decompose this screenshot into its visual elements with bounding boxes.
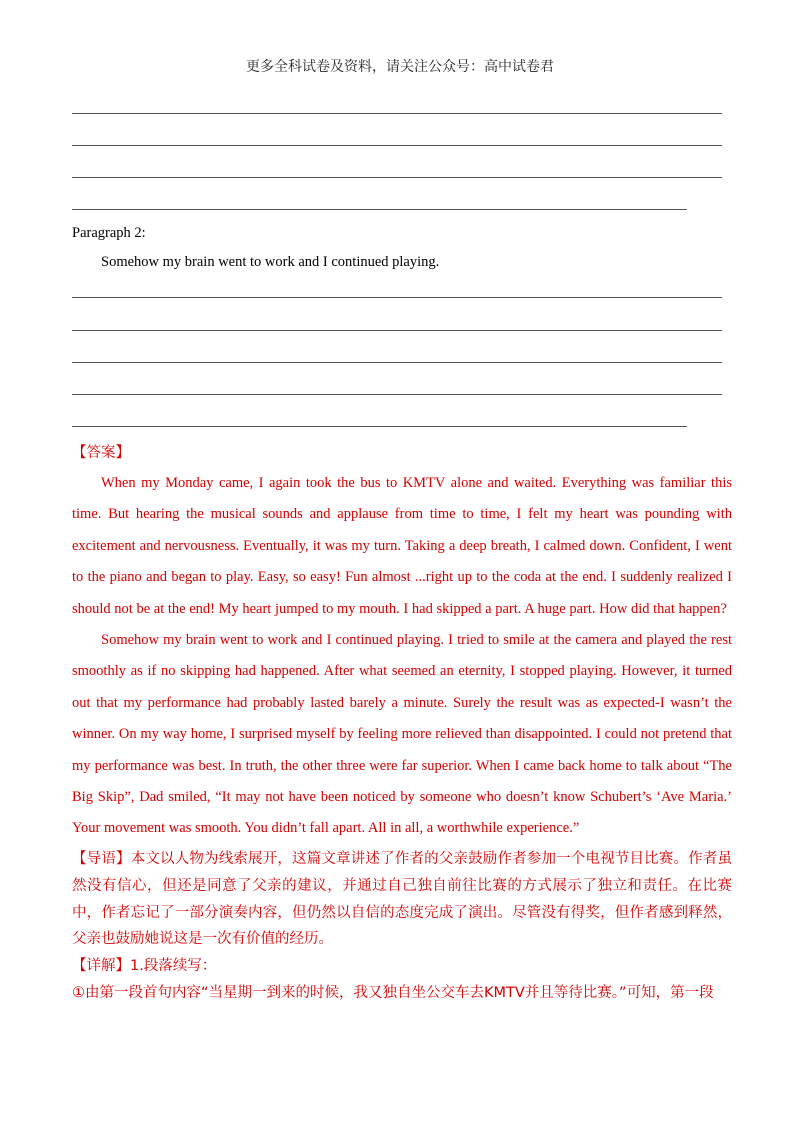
writing-line (72, 394, 722, 395)
detail-subheading: 1.段落续写： (130, 958, 217, 975)
guide-heading: 【导语】 (72, 851, 131, 867)
answer-paragraph-1: When my Monday came, I again took the bus to KMTV alone and waited. Everything was familiar this time. But hearing the musical sounds and applause from time to time, I felt my heart was pounding with excitement and nervousness. Eventually, it was my turn. Taking a deep breath, I calmed down. Confident, I went to the piano and began to play. Easy, so easy! Fun almost ...right up to the coda at the end. I suddenly realized I should not be at the end! My heart jumped to my mouth. I had skipped a part. A huge part. How did that happen? (72, 475, 732, 617)
paragraph2-label: Paragraph 2: (72, 225, 146, 241)
guide-paragraph (72, 846, 732, 953)
detail-heading: 【详解】 (72, 958, 130, 975)
writing-line (72, 209, 687, 210)
answer-heading: 【答案】 (72, 445, 130, 461)
answer-paragraph-2: Somehow my brain went to work and I continued playing. I tried to smile at the camera and played the rest smoothly as if no skipping had happened. After what seemed an eternity, I stopped playing. However, it turned out that my performance had probably lasted barely a minute. Surely the result was as expected-I wasn’t the winner. On my way home, I surprised myself by feeling more relieved than disappointed. I could not pretend that my performance was best. In truth, the other three were far superior. When I came back home to talk about “The Big Skip”, Dad smiled, “It may not have been noticed by someone who doesn’t know Schubert’s ‘Ave Maria.’ Your movement was smooth. You didn’t fall apart. All in all, a worthwhile experience.” (72, 632, 732, 837)
guide-text: 本文以人物为线索展开，这篇文章讲述了作者的父亲鼓励作者参加一个电视节目比赛。作者虽然没有信心，但还是同意了父亲的建议，并通过自己独自前往比赛的方式展示了独立和责任。在比赛中，作者忘记了一部分演奏内容，但仍然以自信的态度完成了演出。尽管没有得奖，但作者感到释然，父亲也鼓励她说这是一次有价值的经历。 (72, 851, 733, 948)
page-header: 更多全科试卷及资料，请关注公众号：高中试卷君 (246, 60, 554, 75)
explanation-section (72, 846, 732, 1007)
writing-line (72, 145, 722, 146)
writing-line (72, 426, 687, 427)
writing-line (72, 362, 722, 363)
writing-line (72, 330, 722, 331)
paragraph2-opening: Somehow my brain went to work and I continued playing. (101, 254, 440, 270)
detail-paragraph (72, 953, 732, 980)
detail-point-1: ①由第一段首句内容“当星期一到来的时候，我又独自坐公交车去KMTV并且等待比赛。”可知，第一段 (72, 984, 714, 1001)
writing-line (72, 113, 722, 114)
answer-text (72, 468, 732, 845)
writing-line (72, 297, 722, 298)
writing-line (72, 177, 722, 178)
